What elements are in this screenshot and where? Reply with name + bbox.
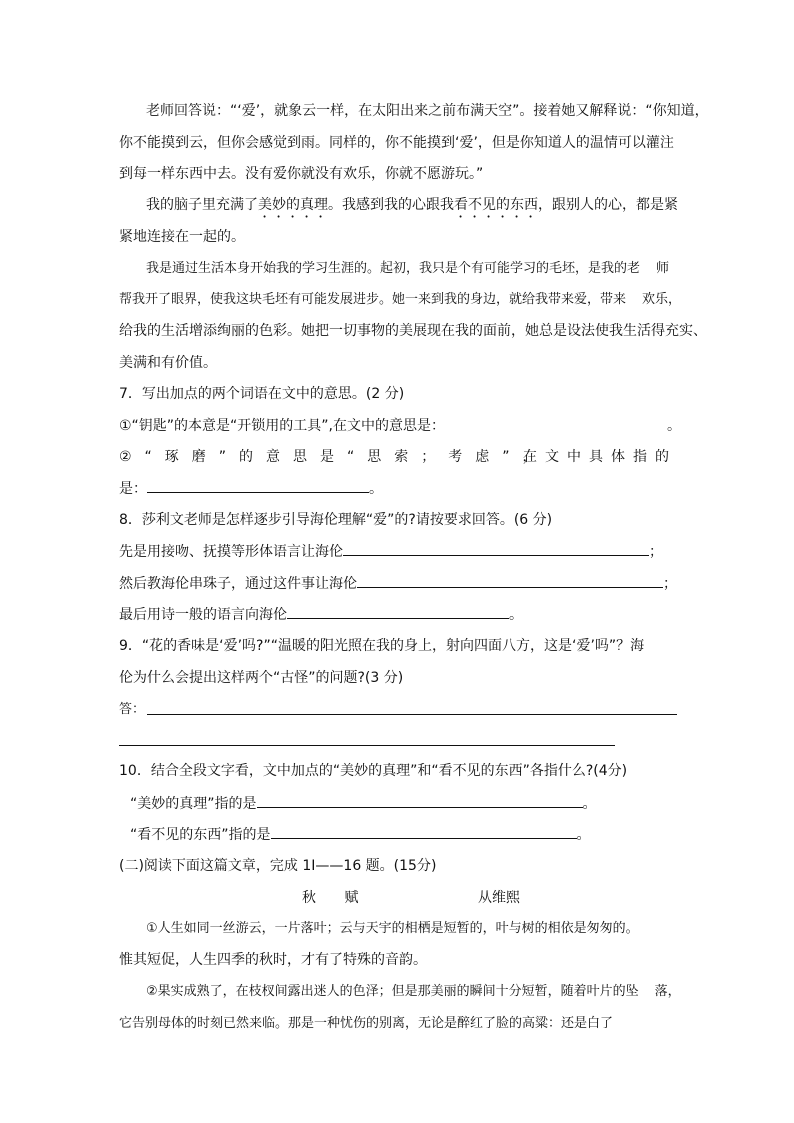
passage-text: 我的脑子里充满了	[146, 197, 258, 213]
question-8a: 先是用接吻、抚摸等形体语言让海伦 ；	[119, 541, 663, 562]
question-7-title: 7．写出加点的两个词语在文中的意思。(2 分)	[119, 386, 405, 402]
question-7a-end: 。	[667, 418, 681, 434]
essay-paragraph-line: ②果实成熟了，在枝杈间露出迷人的色泽；但是那美丽的瞬间十分短暂，随着叶片的坠 落，	[146, 984, 681, 999]
dotted-phrase-invisible-things: 看不见的东西	[454, 197, 538, 213]
passage-line: 给我的生活增添绚丽的色彩。她把一切事物的美展现在我的面前，她总是设法使我生活得充实、	[119, 323, 707, 339]
question-8-title: 8．莎利文老师是怎样逐步引导海伦理解“爱”的?请按要求回答。(6 分)	[119, 512, 553, 528]
answer-blank-8a[interactable]	[343, 541, 649, 556]
question-10a: “美妙的真理”指的是 。	[130, 793, 597, 814]
passage-line	[146, 259, 669, 279]
passage-line: 老师回答说：“‘爱’，就象云一样，在太阳出来之前布满天空”。接着她又解释说：“你知道，	[146, 103, 709, 119]
dotted-phrase-beautiful-truth: 美妙的真理	[258, 197, 328, 213]
question-7c: 是： 。	[119, 478, 383, 499]
passage-line: 紧地连接在一起的。	[119, 229, 245, 245]
question-7a: ①“钥匙”的本意是“开锁用的工具”,在文中的意思是：	[119, 418, 446, 434]
passage-text: ，跟别人的心，都是紧	[538, 197, 678, 213]
answer-line-9b[interactable]	[119, 745, 615, 746]
essay-paragraph-line: 惟其短促，人生四季的秋时，才有了特殊的音韵。	[119, 952, 427, 968]
passage-line: 美满和有价值。	[119, 355, 217, 371]
answer-blank-8b[interactable]	[357, 573, 663, 588]
answer-line-9a[interactable]	[147, 714, 677, 715]
question-9-answer-label: 答：	[119, 702, 146, 717]
passage-line	[119, 290, 681, 310]
passage-text: 。我感到我的心跟我	[328, 197, 454, 213]
passage-text: 我是通过生活本身开始我的学习生涯的。起初，我只是个有可能学习的毛坯，是我的老	[146, 261, 641, 276]
question-7b-left: ②“琢磨”的意思是“思索；考虑”，	[119, 449, 550, 465]
essay-paragraph-line: 它告别母体的时刻已然来临。那是一种忧伤的别离，无论是醉红了脸的高粱：还是白了	[119, 1016, 614, 1031]
passage-text: 欢乐，	[642, 292, 682, 307]
question-7b	[119, 447, 550, 467]
question-10b: “看不见的东西”指的是 。	[130, 824, 591, 845]
section-2-intro: (二)阅读下面这篇文章，完成 1I——16 题。(15分)	[119, 858, 437, 874]
answer-blank-8c[interactable]	[287, 604, 509, 619]
passage-text: 帮我开了眼界，使我这块毛坯有可能发展进步。她一来到我的身边，就给我带来爱，带来	[119, 292, 627, 307]
question-10-title: 10．结合全段文字看，文中加点的“美妙的真理”和“看不见的东西”各指什么?(4分)	[119, 763, 628, 779]
question-9-line: 9．“花的香味是‘爱’吗?”“温暖的阳光照在我的身上，射向四面八方，这是‘爱’吗”？海	[119, 638, 645, 654]
question-9-line: 伦为什么会提出这样两个“古怪”的问题?(3 分)	[119, 670, 404, 686]
passage-line: 你不能摸到云，但你会感觉到雨。同样的，你不能摸到‘爱’，但是你知道人的温情可以灌注	[119, 135, 674, 151]
question-8c: 最后用诗一般的语言向海伦 。	[119, 604, 523, 625]
answer-blank-10b[interactable]	[271, 824, 577, 839]
passage-line: 到每一样东西中去。没有爱你就没有欢乐，你就不愿游玩。”	[119, 166, 484, 182]
question-8b: 然后教海伦串珠子，通过这件事让海伦 ；	[119, 573, 677, 594]
answer-blank-7b[interactable]	[147, 478, 369, 493]
passage-line	[146, 195, 678, 221]
essay-paragraph-line: ①人生如同一丝游云，一片落叶；云与天宇的相栖是短暂的，叶与树的相依是匆匆的。	[146, 921, 639, 936]
answer-blank-10a[interactable]	[257, 793, 583, 808]
question-7b-right: 在文中具体指的	[523, 449, 677, 465]
essay-author: 从维熙	[478, 890, 520, 906]
essay-title: 秋 赋	[302, 890, 371, 906]
passage-text: 师	[656, 261, 670, 276]
